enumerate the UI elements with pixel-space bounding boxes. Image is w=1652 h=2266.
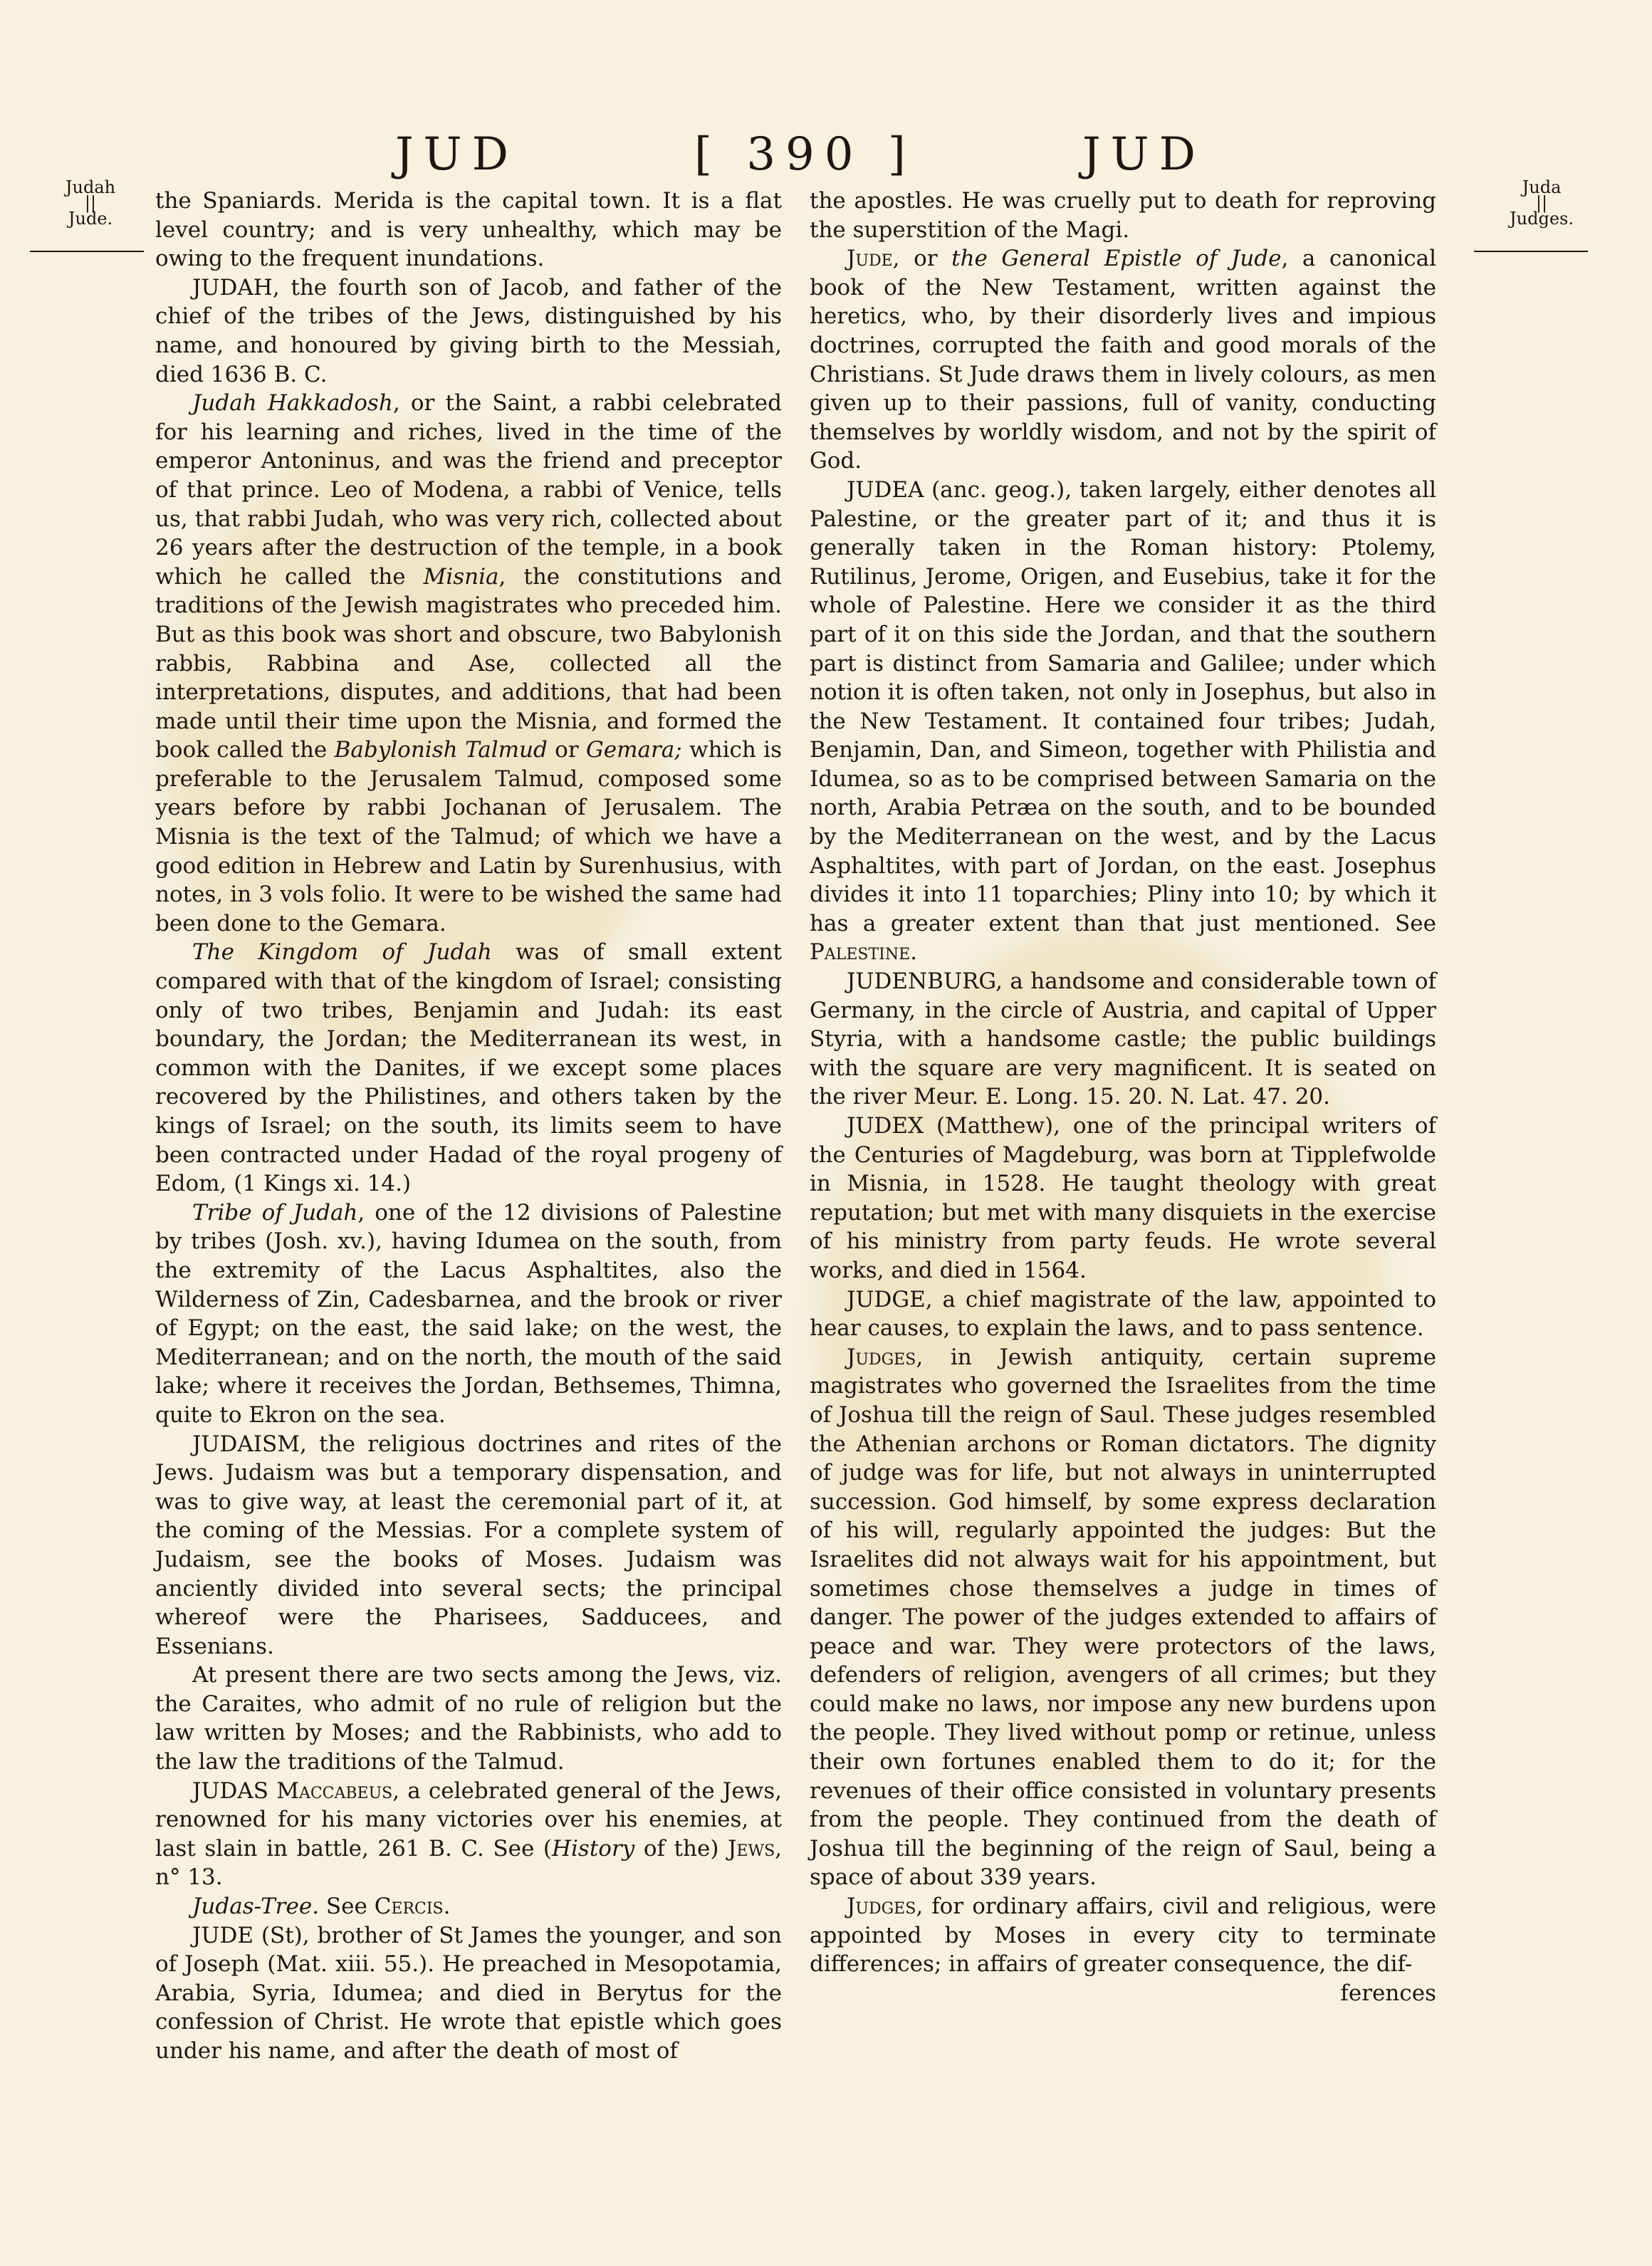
text-run: JUDAISM, the religious doctrines and rites of the Jews. Judaism was but a temporary dispensation, and was to give way, at least the ceremonial part of it, at the coming of the Messias. For a complete system of Judaism, see the books of Moses. Judaism was anciently divided into several sects; the principal whereof were the Pharisees, Sadducees, and Essenians. <box>155 1431 782 1659</box>
text-run: Misnia <box>423 563 499 590</box>
paragraph <box>810 1343 1436 1892</box>
text-run: At present there are two sects among the Jews, viz. the Caraites, who admit of no rule of religion but the law written by Moses; and the Rabbinists, who add to the law the traditions of the Talmud. <box>155 1662 782 1775</box>
paragraph <box>155 187 782 273</box>
text-run: , or <box>892 246 952 272</box>
text-run: the Spaniards. Merida is the capital town. It is a flat level country; and is very unhealthy, which may be owing to the frequent inundations. <box>155 188 782 272</box>
text-run: Judges <box>847 1894 916 1920</box>
text-run: , or the Saint, a rabbi celebrated for his learning and riches, lived in the time of the emperor Antoninus, and was the friend and preceptor of that prince. Leo of Modena, a rabbi of Venice, tells us, that rabbi Judah, who was very rich, collected about 26 years after the destruction of the temple, in a book which he called the <box>155 390 782 590</box>
paragraph <box>810 1112 1436 1285</box>
paragraph <box>155 1430 782 1661</box>
paragraph <box>155 1199 782 1430</box>
text-run: Jews <box>727 1835 775 1862</box>
text-run: Tribe of Judah <box>192 1199 358 1226</box>
paragraph <box>155 1777 782 1892</box>
text-run: or <box>547 737 586 763</box>
right-catchwords <box>1488 177 1595 229</box>
catchword-bottom: ferences <box>1340 1980 1436 2006</box>
paragraph <box>155 938 782 1198</box>
page-number: [ 390 ] <box>694 128 916 181</box>
paragraph <box>810 967 1436 1112</box>
left-column <box>155 187 782 2066</box>
left-catch-sep: || <box>84 193 97 213</box>
text-run: JUDEA (anc. geog.), taken largely, either denotes all Palestine, or the greater part of it; and thus it is generally taken in the Roman history: Ptolemy, Rutilinus, Jerome, Origen, and Eusebius, take it for the whole of Palestine. Here we consider it as the third part of it on this side the Jordan, and that the southern part is distinct from Samaria and Galilee; under which notion it is often taken, not only in Josephus, but also in the New Testament. It contained four tribes; Judah, Benjamin, Dan, and Simeon, together with Philistia and Idumea, so as to be comprised between Samaria on the north, Arabia Petræa on the south, and to be bounded by the Mediterranean on the west, and by the Lacus Asphaltites, with part of Jordan, on the east. Josephus divides it into 11 toparchies; Pliny into 10; by which it has a greater extent than that just mentioned. See <box>810 476 1436 936</box>
text-run: . <box>910 939 918 966</box>
text-run: JUDENBURG, a handsome and considerable town of Germany, in the circle of Austria, and capital of Upper Styria, with a handsome castle; the public buildings with the square are very magnificent. It is seated on the river Meur. E. Long. 15. 20. N. Lat. 47. 20. <box>810 968 1436 1110</box>
text-run: , n° 13. <box>155 1835 783 1891</box>
text-run: JUDGE, a chief magistrate of the law, appointed to hear causes, to explain the laws, and to pass sentence. <box>810 1286 1436 1342</box>
paragraph <box>155 1892 782 1921</box>
text-run: the General Epistle of Jude <box>951 246 1282 272</box>
text-run: JUDAS <box>192 1777 277 1804</box>
text-run: the apostles. He was cruelly put to death for reproving the superstition of the Magi. <box>810 188 1436 243</box>
left-catch-rule <box>30 251 144 252</box>
text-run: The Kingdom of Judah <box>192 939 492 966</box>
right-catch-bottom: Judges. <box>1510 209 1574 229</box>
paragraph <box>810 244 1436 476</box>
paragraph <box>155 1921 782 2066</box>
text-run: Palestine <box>810 939 911 966</box>
paragraph <box>155 389 782 938</box>
text-run: Babylonish Talmud <box>334 737 548 763</box>
text-run: Gemara; <box>586 737 682 763</box>
text-run: of the) <box>634 1835 728 1862</box>
text-run: Jude <box>847 246 893 272</box>
right-column <box>810 187 1436 2007</box>
text-run: Cercis <box>374 1894 444 1920</box>
paragraph <box>810 476 1436 967</box>
text-run: , a celebrated general of the Jews, renowned for his many victories over his enemies, at last slain in battle, 261 B. C. See ( <box>155 1777 782 1862</box>
text-run: Judges <box>847 1344 916 1370</box>
text-run: JUDE (St), brother of St James the younger, and son of Joseph (Mat. xiii. 55.). He preached in Mesopotamia, Arabia, Syria, Idumea; and died in Berytus for the confession of Christ. He wrote that epistle which goes under his name, and after the death of most of <box>155 1922 782 2064</box>
text-run: was of small extent compared with that of the kingdom of Israel; consisting only of two tribes, Benjamin and Judah: its east boundary, the Jordan; the Mediterranean its west, in common with the Danites, if we except some places recovered by the Philistines, and others taken by the kings of Israel; on the south, its limits seem to have been contracted under Hadad of the royal progeny of Edom, (1 Kings xi. 14.) <box>155 939 782 1197</box>
header-right-word: JUD <box>1082 128 1206 181</box>
left-catch-top: Judah <box>65 177 116 197</box>
text-run: , in Jewish antiquity, certain supreme magistrates who governed the Israelites from the time of Joshua till the reign of Saul. These judges resembled the Athenian archons or Roman dictators. The dignity of judge was for life, but not always in uninterrupted succession. God himself, by some express declaration of his will, regularly appointed the judges: But the Israelites did not always wait for his appointment, but sometimes chose themselves a judge in times of danger. The power of the judges extended to affairs of peace and war. They were protectors of the laws, defenders of religion, avengers of all crimes; but they could make no laws, nor impose any new burdens upon the people. They lived without pomp or retinue, unless their own fortunes enabled them to do it; for the revenues of their office consisted in voluntary presents from the people. They continued from the death of Joshua till the beginning of the reign of Saul, being a space of about 339 years. <box>810 1344 1436 1891</box>
right-catch-sep: || <box>1535 193 1548 213</box>
paragraph <box>810 1285 1436 1343</box>
text-run: , for ordinary affairs, civil and religious, were appointed by Moses in every city to terminate differences; in affairs of greater consequence, the dif- <box>810 1894 1436 1978</box>
text-run: JUDEX (Matthew), one of the principal writers of the Centuries of Magdeburg, was born at Tipplefwolde in Misnia, in 1528. He taught theology with great reputation; but met with many disquiets in the exercise of his ministry from party feuds. He wrote several works, and died in 1564. <box>810 1113 1436 1283</box>
text-run: . <box>443 1894 451 1920</box>
left-catch-bottom: Jude. <box>68 209 113 229</box>
text-run: . See <box>312 1894 375 1920</box>
header-left-word: JUD <box>395 128 518 181</box>
running-header <box>0 128 1652 192</box>
text-run: , the constitutions and traditions of the Jewish magistrates who preceded him. But as this book was short and obscure, two Babylonish rabbis, Rabbina and Ase, collected all the interpretations, disputes, and additions, that had been made until their time upon the Misnia, and formed the book called the <box>155 563 782 763</box>
text-run: which is preferable to the Jerusalem Talmud, composed some years before by rabbi Jochanan of Jerusalem. The Misnia is the text of the Talmud; of which we have a good edition in Hebrew and Latin by Surenhusius, with notes, in 3 vols folio. It were to be wished the same had been done to the Gemara. <box>155 737 782 936</box>
text-run: , one of the 12 divisions of Palestine by tribes (Josh. xv.), having Idumea on the south, from the extremity of the Lacus Asphaltites, also the Wilderness of Zin, Cadesbarnea, and the brook or river of Egypt; on the east, the said lake; on the west, the Mediterranean; and on the north, the mouth of the said lake; where it receives the Jordan, Bethsemes, Thimna, quite to Ekron on the sea. <box>155 1199 782 1428</box>
paragraph <box>155 1661 782 1776</box>
text-run: Judas-Tree <box>192 1894 313 1920</box>
text-run: Judah Hakkadosh <box>192 390 393 417</box>
paragraph <box>810 187 1436 244</box>
text-run: History <box>551 1835 635 1862</box>
text-run: JUDAH, the fourth son of Jacob, and father of the chief of the tribes of the Jews, distinguished by his name, and honoured by giving birth to the Messiah, died 1636 B. C. <box>155 274 782 387</box>
text-run: , a canonical book of the New Testament, written against the heretics, who, by their disorderly lives and impious doctrines, corrupted the faith and good morals of the Christians. St Jude draws them in lively colours, as men given up to their passions, full of vanity, conducting themselves by worldly wisdom, and not by the spirit of God. <box>810 246 1436 474</box>
right-catch-rule <box>1474 251 1588 252</box>
right-catch-top: Juda <box>1522 177 1562 197</box>
text-run: Maccabeus <box>276 1777 393 1804</box>
paragraph <box>810 1892 1436 1979</box>
left-catchwords <box>37 177 144 229</box>
paragraph <box>155 273 782 389</box>
